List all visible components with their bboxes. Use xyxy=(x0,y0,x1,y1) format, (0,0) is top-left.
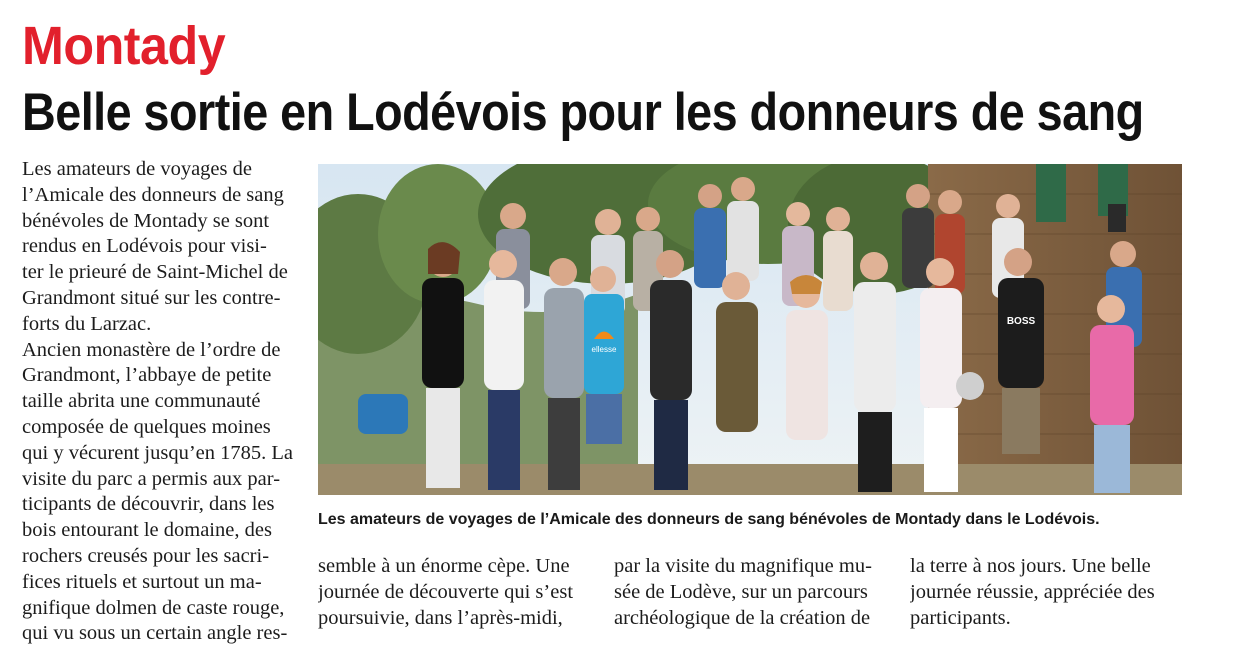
body-text-line: qui y vécurent jusqu’en 1785. La xyxy=(22,441,293,464)
body-column-1 xyxy=(22,157,294,647)
body-text-line: semble à un énorme cèpe. Une xyxy=(318,555,570,577)
body-text-line: archéologique de la création de xyxy=(614,606,871,629)
body-text-line: poursuivie, dans l’après-midi, xyxy=(318,606,563,629)
body-text-line: rochers creusés pour les sacri- xyxy=(22,544,270,567)
body-text-line: rendus en Lodévois pour visi- xyxy=(22,235,267,258)
body-text-line: participants. xyxy=(910,606,1011,629)
body-text-line: Grandmont situé sur les contre- xyxy=(22,286,281,309)
body-text-line: par la visite du magnifique mu- xyxy=(614,555,872,577)
body-text-line: visite du parc a permis aux par- xyxy=(22,467,281,490)
body-text-line: fices rituels et surtout un ma- xyxy=(22,570,262,593)
body-text-line: taille abrita une communauté xyxy=(22,390,261,413)
body-text-line: bénévoles de Montady se sont xyxy=(22,209,270,232)
photo-caption: Les amateurs de voyages de l’Amicale des donneurs de sang bénévoles de Montady dans le Lodévois. xyxy=(318,511,1100,528)
body-text-line: l’Amicale des donneurs de sang xyxy=(22,183,284,206)
body-text-line: bois entourant le domaine, des xyxy=(22,519,272,542)
body-text-line: Les amateurs de voyages de xyxy=(22,158,252,180)
body-text-line: gnifique dolmen de caste rouge, xyxy=(22,596,285,619)
body-text-line: qui vu sous un certain angle res- xyxy=(22,622,288,645)
body-column-4 xyxy=(910,554,1182,631)
body-text-line: sée de Lodève, sur un parcours xyxy=(614,580,868,603)
ellesse-logo-text: ellesse xyxy=(591,345,617,354)
group-photo xyxy=(318,164,1182,495)
body-text-line: forts du Larzac. xyxy=(22,312,152,335)
body-column-3 xyxy=(614,554,886,631)
body-text-line: Ancien monastère de l’ordre de xyxy=(22,338,281,361)
body-text-line: journée réussie, appréciée des xyxy=(910,580,1155,603)
body-text-line: journée de découverte qui s’est xyxy=(318,580,574,603)
boss-logo-text: BOSS xyxy=(1006,316,1036,327)
body-text-line: ticipants de découvrir, dans les xyxy=(22,493,275,516)
body-text-line: ter le prieuré de Saint-Michel de xyxy=(22,261,288,284)
body-text-line: la terre à nos jours. Une belle xyxy=(910,555,1151,577)
section-kicker: Montady xyxy=(22,16,226,76)
body-text-line: composée de quelques moines xyxy=(22,415,271,438)
article-headline: Belle sortie en Lodévois pour les donneurs de sang xyxy=(22,83,1144,142)
body-column-2 xyxy=(318,554,590,631)
body-text-line: Grandmont, l’abbaye de petite xyxy=(22,364,272,387)
